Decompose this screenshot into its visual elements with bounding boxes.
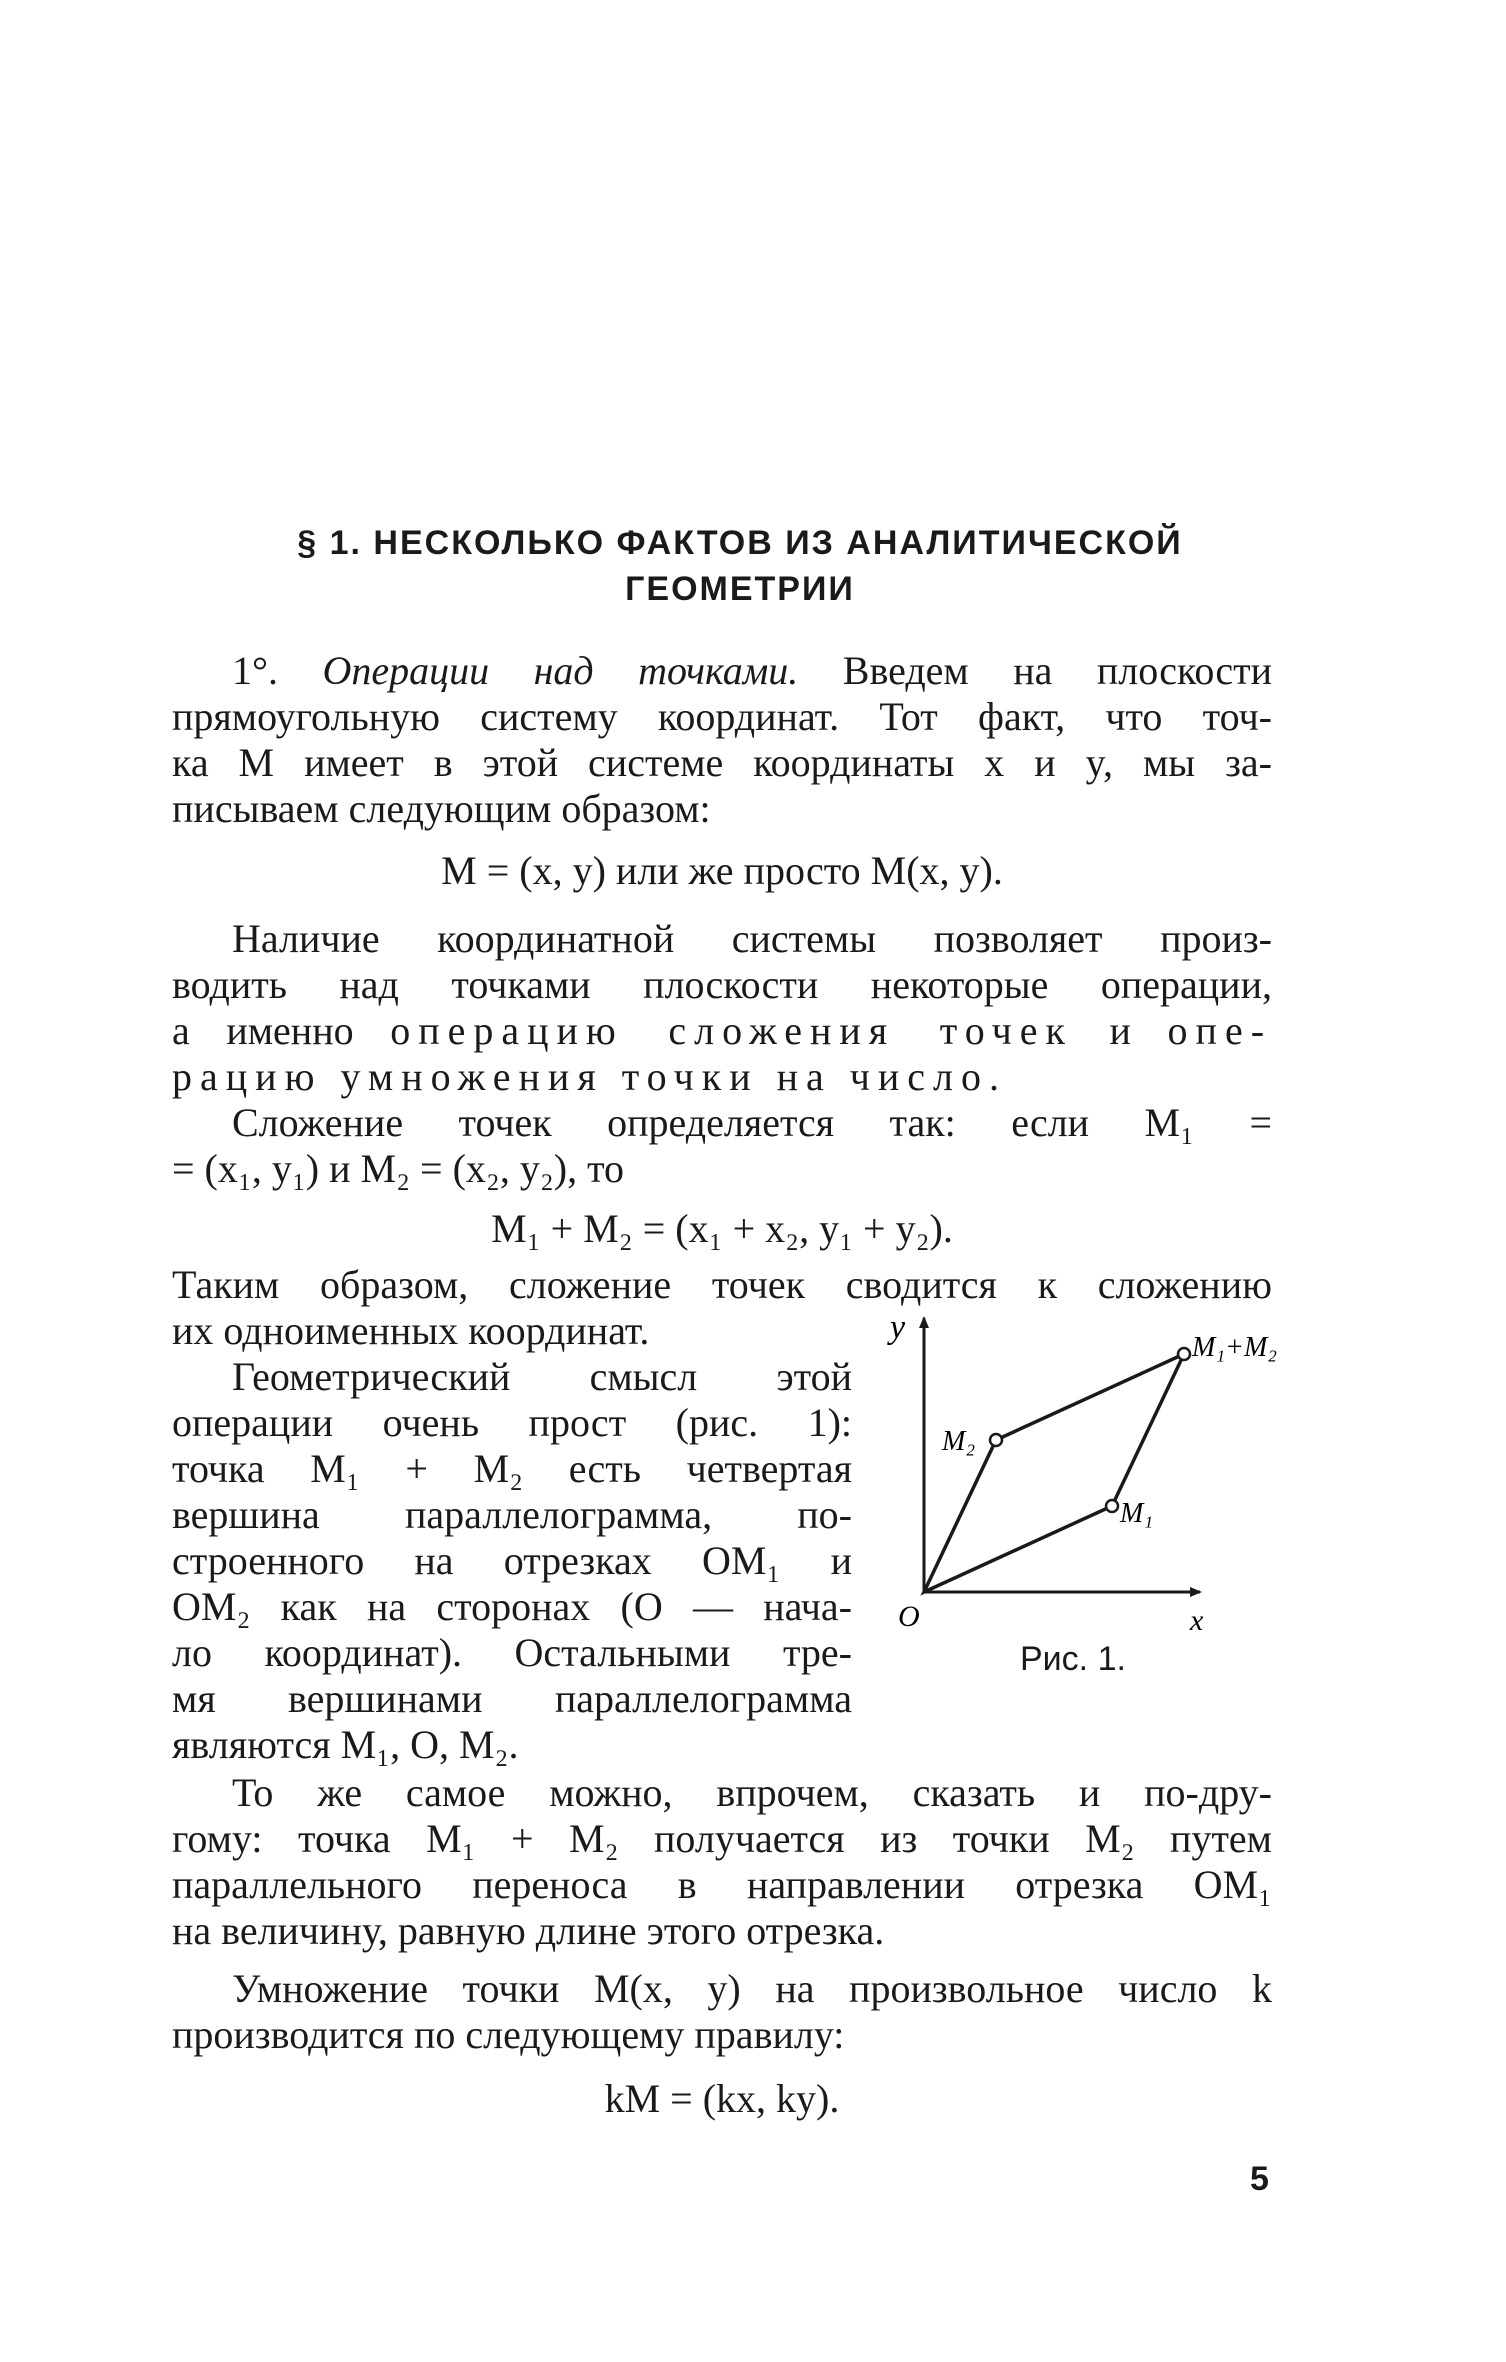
para5-line5: строенного на отрезках OM₁ и — [172, 1538, 852, 1583]
para5-line9: являются M₁, O, M₂. — [172, 1722, 519, 1767]
para5-line3: точка M₁ + M₂ есть четвертая — [172, 1446, 852, 1491]
para2-line3-c: и — [1072, 1008, 1168, 1053]
label-y: y — [890, 1309, 906, 1346]
page-number: 5 — [1250, 2160, 1269, 2198]
label-m1: M₁ — [1120, 1498, 1154, 1529]
point-m2 — [990, 1434, 1002, 1446]
para2-line2: водить над точками плоскости некоторые операции, — [172, 962, 1272, 1007]
para2-line1: Наличие координатной системы позволяет произ- — [232, 916, 1272, 961]
para6-line3: параллельного переноса в направлении отрезка OM₁ — [172, 1862, 1272, 1907]
point-sum — [1178, 1348, 1190, 1360]
para1-line1 — [232, 648, 1272, 694]
label-origin: O — [898, 1600, 920, 1633]
para2-line3-a: а именно — [172, 1008, 391, 1053]
parallelogram — [924, 1354, 1184, 1592]
para1-line2: прямоугольную систему координат. Тот факт, что точ- — [172, 694, 1272, 739]
para6-line4: на величину, равную длине этого отрезка. — [172, 1908, 885, 1953]
para6-line2: гому: точка M₁ + M₂ получается из точки M₂ путем — [172, 1816, 1272, 1861]
para1-line3: ка M имеет в этой системе координаты x и y, мы за- — [172, 740, 1272, 785]
para5-line1: Геометрический смысл этой — [232, 1354, 852, 1399]
para5-line8: мя вершинами параллелограмма — [172, 1676, 852, 1721]
label-x: x — [1190, 1604, 1204, 1637]
figure-caption: Рис. 1. — [1020, 1640, 1126, 1678]
para1-lead: 1°. — [232, 648, 323, 693]
label-sum: M₁+M₂ — [1192, 1332, 1278, 1363]
formula-point-sum: M₁ + M₂ = (x₁ + x₂, y₁ + y₂). — [491, 1206, 953, 1251]
para2-line3 — [172, 1008, 1272, 1054]
para7-line1: Умножение точки M(x, y) на произвольное число k — [232, 1966, 1272, 2011]
para6-line1: То же самое можно, впрочем, сказать и по-дру- — [232, 1770, 1272, 1815]
label-m2: M₂ — [942, 1426, 976, 1457]
para2-line3-d: опе- — [1167, 1008, 1273, 1053]
formula-scalar-multiplication: kM = (kx, ky). — [604, 2076, 840, 2121]
para5-line7: ло координат). Остальными тре- — [172, 1630, 852, 1675]
para1-line4: писываем следующим образом: — [172, 786, 711, 831]
para5-line4: вершина параллелограмма, по- — [172, 1492, 852, 1537]
para1-lead-italic: Операции над точками. — [322, 648, 799, 693]
para4-line2: их одноименных координат. — [172, 1308, 650, 1353]
para2-line4: рацию умножения точки на число. — [172, 1054, 1007, 1099]
para2-line3-b: операцию сложения точек — [390, 1008, 1073, 1053]
para1-line1-rest: Введем на плоскости — [798, 648, 1272, 693]
section-heading-line1: § 1. НЕСКОЛЬКО ФАКТОВ ИЗ АНАЛИТИЧЕСКОЙ — [297, 524, 1183, 562]
para3-line1: Сложение точек определяется так: если M₁ = — [232, 1100, 1272, 1145]
para3-line2: = (x₁, y₁) и M₂ = (x₂, y₂), то — [172, 1146, 625, 1191]
para5-line6: OM₂ как на сторонах (O — нача- — [172, 1584, 852, 1629]
para4-line1: Таким образом, сложение точек сводится к сложению — [172, 1262, 1272, 1307]
para5-line2: операции очень прост (рис. 1): — [172, 1400, 852, 1445]
section-heading-line2: ГЕОМЕТРИИ — [625, 570, 855, 608]
para7-line2: производится по следующему правилу: — [172, 2012, 845, 2057]
point-m1 — [1106, 1500, 1118, 1512]
formula-point-notation: M = (x, y) или же просто M(x, y). — [441, 848, 1003, 893]
